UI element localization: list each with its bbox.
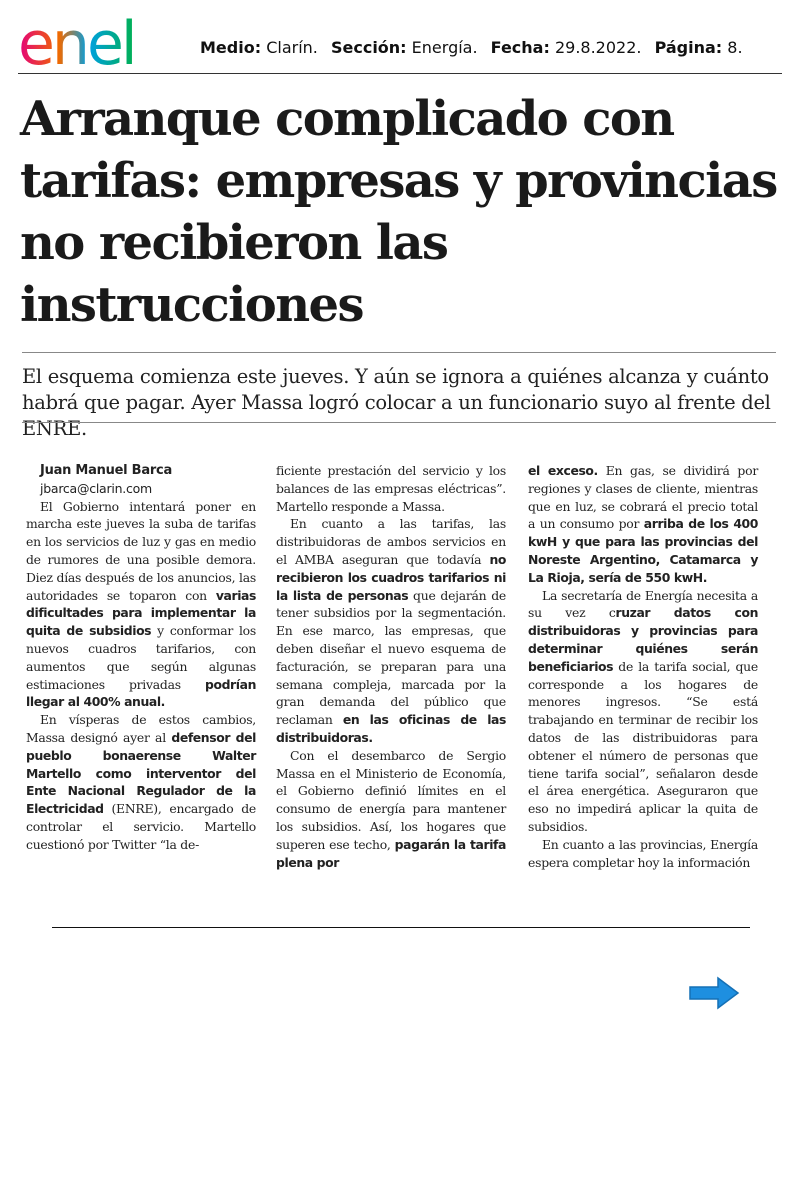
author-name: Juan Manuel Barca bbox=[40, 463, 172, 478]
author-email: jbarca@clarin.com bbox=[40, 480, 152, 496]
fecha-value: 29.8.2022. bbox=[554, 38, 642, 57]
seccion-value: Energía. bbox=[411, 38, 478, 57]
paragraph: Con el desembarco de Sergio Massa en el Ministerio de Economía, el Gobierno definió límites en el consumo de energía para mantener los subsidios. Así, los hogares que superen ese techo, pagarán la tarifa plena por bbox=[276, 747, 506, 870]
medio-value: Clarín. bbox=[266, 38, 318, 57]
subhead-bottom-rule bbox=[22, 422, 776, 423]
next-page-arrow-icon[interactable] bbox=[688, 976, 740, 1010]
seccion-label: Sección: bbox=[330, 38, 407, 57]
subhead-top-rule bbox=[22, 352, 776, 353]
page-header bbox=[18, 8, 782, 74]
column-1 bbox=[26, 462, 256, 854]
paragraph: En vísperas de estos cambios, Massa designó ayer al defensor del pueblo bonaerense Walter Martello como interventor del Ente Nacional Regulador de la Electricidad (ENRE), encargado de controlar el servicio. Martello cuestionó por Twitter “la de- bbox=[26, 712, 257, 852]
paragraph: ficiente prestación del servicio y los balances de las empresas eléctricas”. Martello responde a Massa. bbox=[276, 463, 506, 514]
paragraph: En cuanto a las tarifas, las distribuidoras de ambos servicios en el AMBA aseguran que todavía no recibieron los cuadros tarifarios ni la lista de personas que dejarán de tener subsidios por la segmentación. En ese marco, las empresas, que deben diseñar el nuevo esquema de facturación, se preparan para una semana compleja, marcada por la gran demanda del público que reclaman en las oficinas de las distribuidoras. bbox=[276, 516, 507, 745]
fecha-label: Fecha: bbox=[490, 38, 550, 57]
source-meta bbox=[200, 38, 751, 57]
enel-logo bbox=[18, 12, 173, 72]
paragraph: El Gobierno intentará poner en marcha este jueves la suba de tarifas en los servicios de luz y gas en medio de rumores de una posible demora. Diez días después de los anuncios, las autoridades se toparon con varias dificultades para implementar la quita de subsidios y conformar los nuevos cuadros tarifarios, con aumentos que según algunas estimaciones privadas podrían llegar al 400% anual. bbox=[26, 498, 256, 710]
paragraph: La secretaría de Energía necesita a su vez cruzar datos con distribuidoras y provincias para determinar quiénes serán beneficiarios de la tarifa social, que corresponde a los hogares de menores ingresos. “Se está trabajando en terminar de recibir los datos de las distribuidoras para obtener el número de personas que tiene tarifa social”, señalaron desde el área energética. Aseguraron que eso no impedirá aplicar la quita de subsidios. bbox=[528, 587, 758, 834]
medio-label: Medio: bbox=[200, 38, 262, 57]
paragraph: En cuanto a las provincias, Energía espera completar hoy la información bbox=[528, 836, 758, 870]
header-divider bbox=[18, 73, 782, 74]
footer-rule bbox=[52, 927, 750, 928]
headline: Arranque complicado con tarifas: empresas y provincias no recibieron las instrucciones bbox=[20, 91, 777, 333]
svg-text:enel: enel bbox=[18, 12, 135, 72]
pagina-value: 8. bbox=[727, 38, 743, 57]
subheadline: El esquema comienza este jueves. Y aún se ignora a quiénes alcanza y cuánto habrá que pagar. Ayer Massa logró colocar a un funcionario suyo al frente del ENRE. bbox=[22, 365, 771, 440]
column-2 bbox=[276, 462, 506, 871]
paragraph: el exceso. En gas, se dividirá por regiones y clases de cliente, mientras que en luz, se cobrará el precio total a un consumo por arriba de los 400 kwH y que para las provincias del Noreste Argentino, Catamarca y La Rioja, sería de 550 kwH. bbox=[528, 463, 758, 585]
column-3 bbox=[528, 462, 758, 871]
pagina-label: Página: bbox=[654, 38, 723, 57]
